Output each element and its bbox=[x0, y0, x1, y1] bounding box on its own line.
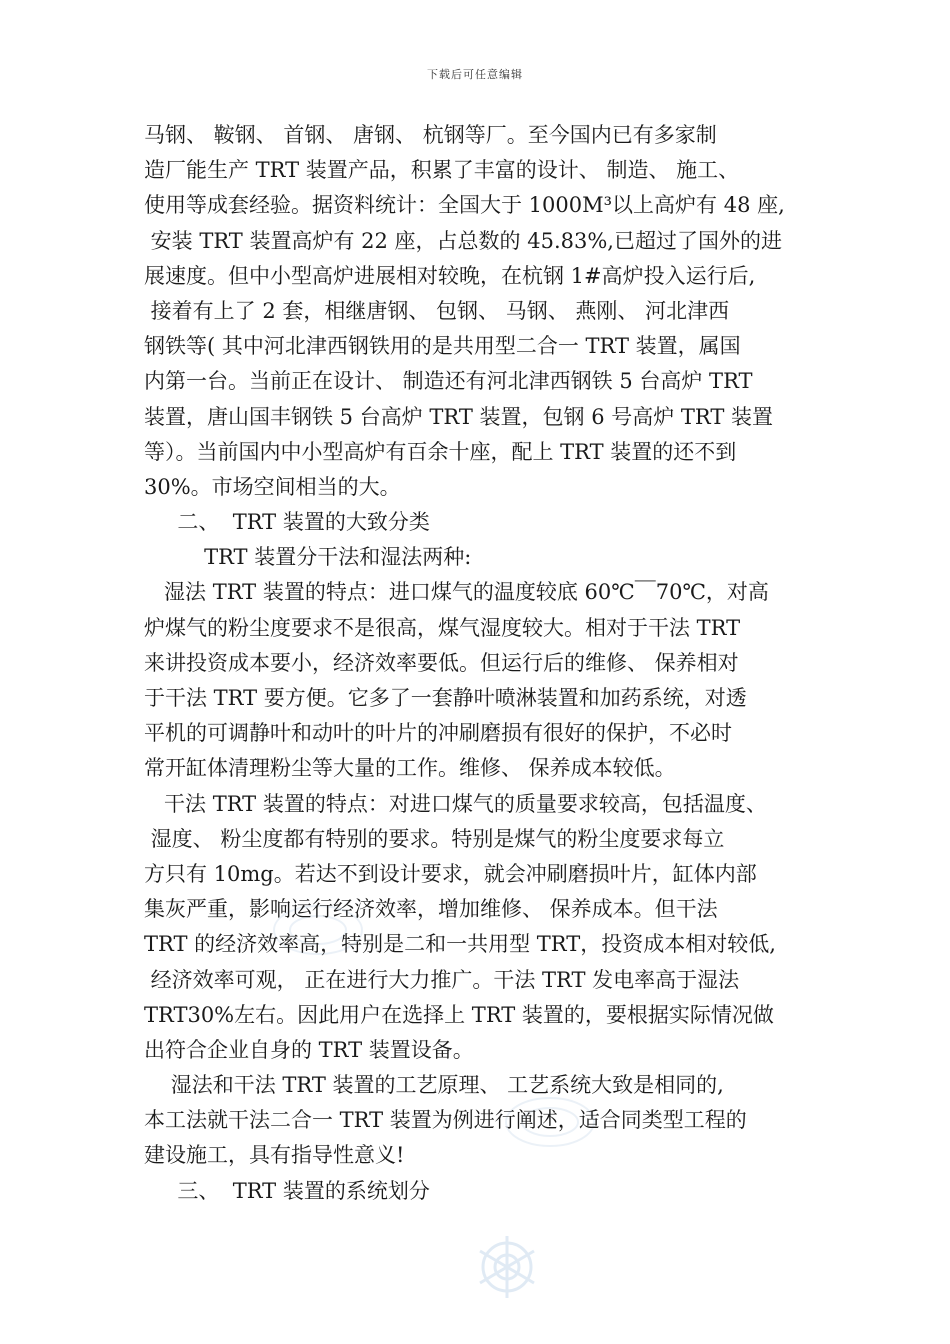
text-line: 平机的可调静叶和动叶的叶片的冲刷磨损有很好的保护，不必时 bbox=[144, 721, 732, 746]
text-line: TRT30%左右。因此用户在选择上 TRT 装置的，要根据实际情况做 bbox=[144, 1002, 774, 1027]
text-line: 炉煤气的粉尘度要求不是很高，煤气湿度较大。相对于干法 TRT bbox=[144, 615, 741, 640]
text-line: 湿度、 粉尘度都有特别的要求。特别是煤气的粉尘度要求每立 bbox=[144, 826, 725, 851]
text-line: 马钢、 鞍钢、 首钢、 唐钢、 杭钢等厂。至今国内已有多家制 bbox=[144, 123, 717, 147]
text-line: 建设施工，具有指导性意义! bbox=[144, 1143, 405, 1168]
text-line: 接着有上了 2 套，相继唐钢、 包钢、 马钢、 燕刚、 河北津西 bbox=[144, 298, 730, 323]
page-header: 下载后可任意编辑 bbox=[427, 68, 523, 81]
text-line: 集灰严重，影响运行经济效率，增加维修、 保养成本。但干法 bbox=[144, 897, 718, 922]
section-heading: 二、 TRT 装置的大致分类 bbox=[144, 510, 430, 535]
text-line: 钢铁等( 其中河北津西钢铁用的是共用型二合一 TRT 装置，属国 bbox=[144, 334, 741, 359]
text-line: 于干法 TRT 要方便。它多了一套静叶喷淋装置和加药系统，对透 bbox=[144, 686, 747, 710]
document-body bbox=[144, 118, 816, 1209]
text-line: 等）。当前国内中小型高炉有百余十座，配上 TRT 装置的还不到 bbox=[144, 439, 737, 464]
section-heading: 三、 TRT 装置的系统划分 bbox=[144, 1178, 430, 1203]
text-line: 本工法就干法二合一 TRT 装置为例进行阐述，适合同类型工程的 bbox=[144, 1108, 747, 1133]
text-line: 经济效率可观， 正在进行大力推广。干法 TRT 发电率高于湿法 bbox=[144, 967, 740, 992]
text-line: 内第一台。当前正在设计、 制造还有河北津西钢铁 5 台高炉 TRT bbox=[144, 369, 753, 394]
text-line: 湿法和干法 TRT 装置的工艺原理、 工艺系统大致是相同的, bbox=[144, 1073, 724, 1098]
text-line: TRT 装置分干法和湿法两种: bbox=[144, 545, 472, 570]
snowflake-watermark-icon bbox=[472, 1232, 542, 1302]
text-line: 造厂能生产 TRT 装置产品，积累了丰富的设计、 制造、 施工、 bbox=[144, 158, 740, 183]
text-line: 来讲投资成本要小，经济效率要低。但运行后的维修、 保养相对 bbox=[144, 650, 739, 675]
text-line: TRT 的经济效率高，特别是二和一共用型 TRT，投资成本相对较低, bbox=[144, 932, 776, 957]
text-line: 使用等成套经验。据资料统计：全国大于 1000M³以上高炉有 48 座, bbox=[144, 193, 785, 218]
text-line: 30%。市场空间相当的大。 bbox=[144, 474, 401, 499]
text-line: 湿法 TRT 装置的特点：进口煤气的温度较底 60℃￣70℃，对高 bbox=[144, 580, 769, 605]
text-line: 展速度。但中小型高炉进展相对较晚，在杭钢 1#高炉投入运行后, bbox=[144, 263, 756, 288]
text-line: 方只有 10mg。若达不到设计要求，就会冲刷磨损叶片，缸体内部 bbox=[144, 861, 757, 886]
text-line: 安装 TRT 装置高炉有 22 座，占总数的 45.83%,已超过了国外的进 bbox=[144, 228, 782, 253]
text-line: 常开缸体清理粉尘等大量的工作。维修、 保养成本较低。 bbox=[144, 756, 676, 781]
text-line: 干法 TRT 装置的特点：对进口煤气的质量要求较高，包括温度、 bbox=[144, 791, 767, 816]
text-line: 装置，唐山国丰钢铁 5 台高炉 TRT 装置，包钢 6 号高炉 TRT 装置 bbox=[144, 404, 774, 429]
text-line: 出符合企业自身的 TRT 装置设备。 bbox=[144, 1037, 474, 1062]
